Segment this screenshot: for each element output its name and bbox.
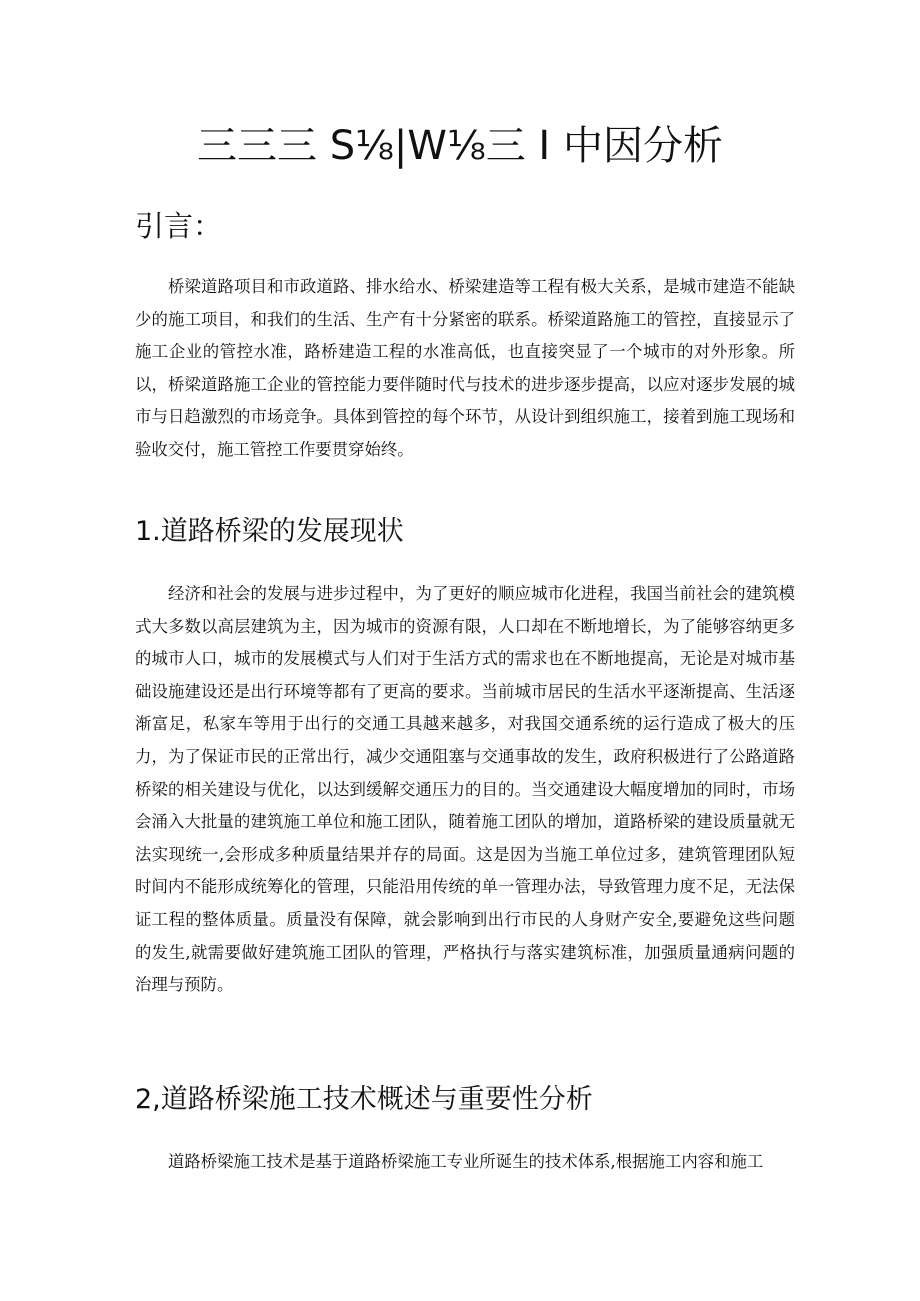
intro-paragraph: 桥梁道路项目和市政道路、排水给水、桥梁建造等工程有极大关系，是城市建造不能缺少的施工项目，和我们的生活、生产有十分紧密的联系。桥梁道路施工的管控，直接显示了施工企业的管控水准，路桥建造工程的水准高低，也直接突显了一个城市的对外形象。所以，桥梁道路施工企业的管控能力要伴随时代与技术的进步逐步提高，以应对逐步发展的城市与日趋激烈的市场竞争。具体到管控的每个环节，从设计到组织施工，接着到施工现场和验收交付，施工管控工作要贯穿始终。 — [135, 277, 795, 459]
section-1-paragraph: 经济和社会的发展与进步过程中，为了更好的顺应城市化进程，我国当前社会的建筑模式大多数以高层建筑为主，因为城市的资源有限，人口却在不断地增长，为了能够容纳更多的城市人口，城市的发展模式与人们对于生活方式的需求也在不断地提高，无论是对城市基础设施建设还是出行环境等都有了更高的要求。当前城市居民的生活水平逐渐提高、生活逐渐富足，私家车等用于出行的交通工具越来越多，对我国交通系统的运行造成了极大的压力，为了保证市民的正常出行，减少交通阻塞与交通事故的发生，政府积极进行了公路道路桥梁的相关建设与优化，以达到缓解交通压力的目的。当交通建设大幅度增加的同时，市场会涌入大批量的建筑施工单位和施工团队，随着施工团队的增加，道路桥梁的建设质量就无法实现统一,会形成多种质量结果并存的局面。这是因为当施工单位过多，建筑管理团队短时间内不能形成统筹化的管理，只能沿用传统的单一管理办法，导致管理力度不足，无法保证工程的整体质量。质量没有保障，就会影响到出行市民的人身财产安全,要避免这些问题的发生,就需要做好建筑施工团队的管理，严格执行与落实建筑标准，加强质量通病问题的治理与预防。 — [135, 584, 795, 995]
document-title: 三三三 S⅛|W⅛三 I 中因分析 — [197, 123, 723, 169]
section-2-heading: 2,道路桥梁施工技术概述与重要性分析 — [135, 1084, 593, 1115]
section-1-heading: 1.道路桥梁的发展现状 — [135, 516, 404, 547]
intro-heading: 引言： — [135, 209, 223, 243]
section-2-paragraph: 道路桥梁施工技术是基于道路桥梁施工专业所诞生的技术体系,根据施工内容和施工 — [168, 1152, 764, 1171]
